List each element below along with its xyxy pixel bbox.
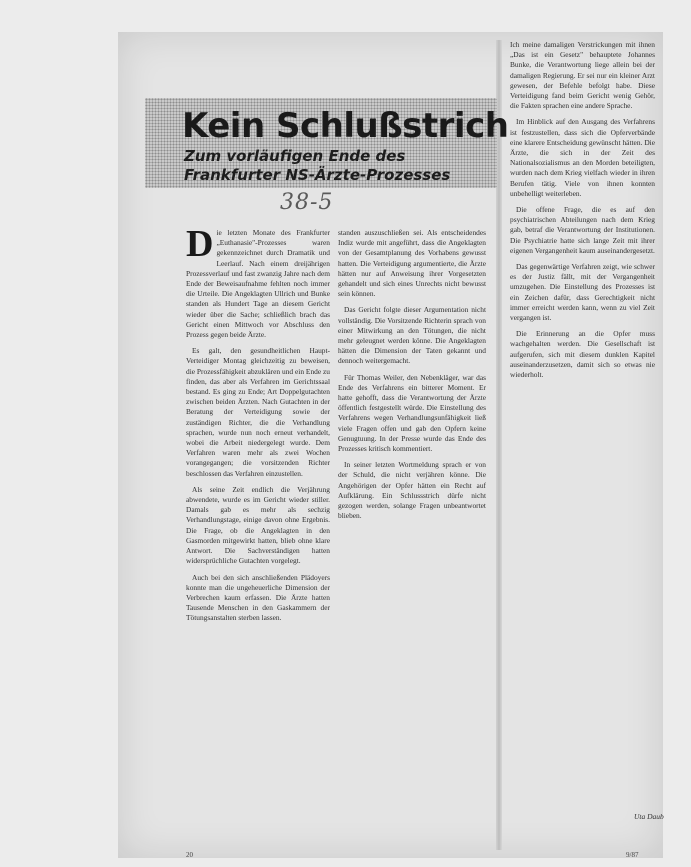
paragraph: Für Thomas Weiler, den Nebenkläger, war das Ende des Verfahrens ein bitterer Moment. Er hatte gehofft, dass die Verantwortung der Ärzte öffentlich festgestellt würde. Die Einstellung des Verfahrens wegen Verhandlungsunfähigkeit ließ viele Fragen offen und gab den Opfern keine Genugtuung. In der Presse wurde das Ende des Prozesses kritisch kommentiert.	[338, 372, 486, 454]
author-signature: Uta Daub	[634, 812, 664, 821]
paragraph: Die Erinnerung an die Opfer muss wachgehalten werden. Die Gesellschaft ist aufgerufen, sich mit diesem dunklen Kapitel auseinanderzusetzen, damit sich so etwas nie wiederholt.	[510, 329, 655, 380]
paragraph-text: ie letzten Monate des Frankfurter „Euthanasie"-Prozesses waren gekennzeichnet durch Dramatik und Leerlauf. Nach einem dreijährigen Prozessverlauf und fast zwanzig Jahre nach dem Ende der Beweisaufnahme fehlten noch immer die Urteile. Die Angeklagten Ullrich und Bunke standen als Hundert Tage an diesem Gericht wieder über die Sache; schließlich brach das Gericht einen Mittwoch vor Abschluss den Prozess gegen beide Ärzte.	[186, 228, 330, 340]
paragraph: Im Hinblick auf den Ausgang des Verfahrens ist festzustellen, dass sich die Opferverbände eine klarere Entscheidung gewünscht hätten. Die Ärzte, die sich in der Zeit des Nationalsozialismus an den Morden beteiligten, wurden nach dem Krieg vielfach wieder in ihren Berufen tätig. Viele von ihnen konnten unbehelligt weiterleben.	[510, 117, 655, 198]
paragraph: Es galt, den gesundheitlichen Haupt-Verteidiger Montag gleichzeitig zu beweisen, die Prozessfähigkeit abzuklären und ein Ende zu finden, das aber als Verfahren im Gerichtssaal bestand. Es ging zu Ende; Art Doppelgutachten zwischen beiden Ärzten. Nach Gutachten in der Beratung der Verteidigung sowie der zuständigen Richter, die die Verhandlung sprachen, wurde nun noch erneut verhandelt, wobei die Arbeit niedergelegt wurde. Dem Verfahren waren mehr als zwei Wochen vorangegangen; die vorsitzenden Richter beschlossen das Verfahren einzustellen.	[186, 346, 330, 478]
text-column-3	[510, 40, 655, 830]
paragraph: Das Gericht folgte dieser Argumentation nicht vollständig. Die Vorsitzende Richterin sprach von einer Mitwirkung an den Tötungen, die nicht mehr geleugnet werden könne. Die Angeklagten hätten die Dimension der Taten gekannt und dennoch weitergemacht.	[338, 305, 486, 366]
paragraph	[186, 228, 330, 340]
page-number-left: 20	[186, 851, 193, 859]
paragraph: Ich meine damaligen Verstrickungen mit ihnen „Das ist ein Gesetz" behauptete Johannes Bunke, die Verantwortung liege allein bei der damaligen Regierung. Er sei nur ein kleiner Arzt gewesen, der Befehle befolgt habe. Diese Verteidigung fand beim Gericht wenig Gehör, die Fakten sprachen eine andere Sprache.	[510, 40, 655, 111]
paragraph: Als seine Zeit endlich die Verjährung abwendete, wurde es im Gericht wieder stiller. Damals gab es mehr als sechzig Verhandlungstage, einige davon ohne Ergebnis. Die Frage, ob die Angeklagten in den Gasmorden mitgewirkt hatten, blieb ohne klare Antwort. Die Sachverständigen hatten widersprüchliche Gutachten vorgelegt.	[186, 484, 330, 566]
subtitle-line-2: Frankfurter NS-Ärzte-Prozesses	[184, 166, 451, 184]
page-number-right: 9/87	[626, 851, 639, 859]
paragraph: In seiner letzten Wortmeldung sprach er von der Schuld, die nicht verjähren könne. Die Angehörigen der Opfer hätten ein Recht auf Aufklärung. Ein Schlussstrich dürfe nicht gezogen werden, solange Fragen unbeantwortet blieben.	[338, 460, 486, 521]
text-column-2	[338, 228, 486, 848]
paragraph: standen auszuschließen sei. Als entscheidendes Indiz wurde mit angeführt, dass die Angeklagten von der Gesamtplanung des Vorhabens gewusst hatten. Die Verteidigung argumentierte, die Ärzte hätten nur auf Anweisung ihrer Vorgesetzten gehandelt und sich eines Unrechts nicht bewusst sein können.	[338, 228, 486, 299]
paragraph: Auch bei den sich anschließenden Plädoyers konnte man die ungeheuerliche Dimension der Verbrechen kaum erfassen. Die Ärzte hatten Tausende Menschen in den Gaskammern der Tötungsanstalten sterben lassen.	[186, 572, 330, 623]
text-column-1	[186, 228, 330, 848]
article-title: Kein Schlußstrich	[182, 106, 509, 146]
subtitle-line-1: Zum vorläufigen Ende des	[184, 147, 406, 165]
handwritten-note: 38-5	[280, 190, 334, 215]
dropcap: D	[186, 228, 214, 265]
paragraph: Die offene Frage, die es auf den psychiatrischen Abteilungen nach dem Krieg gab, betraf die Verantwortung der Institutionen. Die Psychiatrie hatte sich lange Zeit mit ihrer eigenen Vergangenheit kaum auseinandergesetzt.	[510, 205, 655, 255]
paragraph: Das gegenwärtige Verfahren zeigt, wie schwer es der Justiz fällt, mit der Vergangenheit umzugehen. Die Einstellung des Prozesses ist ein Zeichen dafür, dass Gerechtigkeit nicht immer erreicht werden kann, wenn zu viel Zeit vergangen ist.	[510, 262, 655, 323]
article-subtitle	[184, 147, 450, 185]
